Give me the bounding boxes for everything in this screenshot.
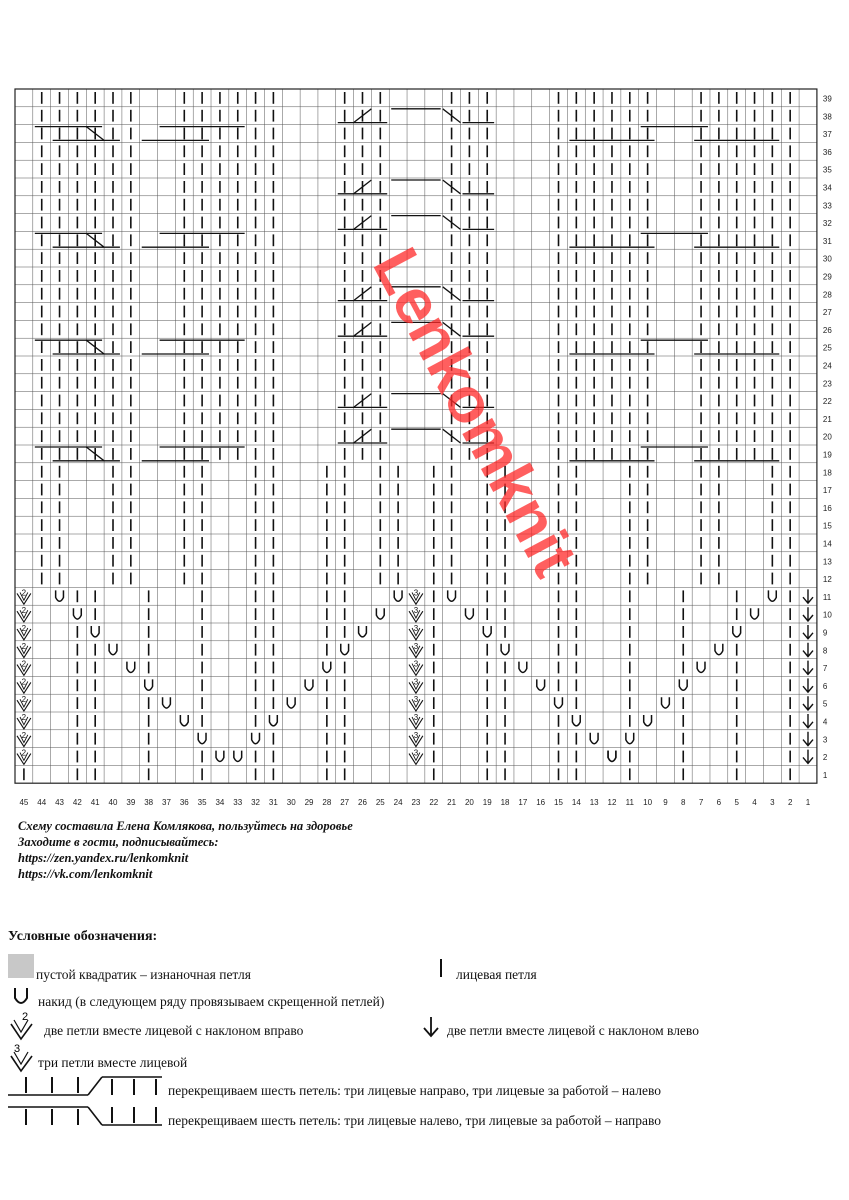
column-number: 23 — [411, 798, 421, 808]
row-number: 34 — [822, 183, 832, 193]
column-number: 15 — [554, 798, 563, 808]
column-number: 41 — [90, 798, 100, 808]
credit-line-author: Схему составила Елена Комлякова, пользуйтесь на здоровье — [18, 819, 353, 833]
column-number: 29 — [304, 798, 314, 808]
legend-k2tog-right-label: две петли вместе лицевой с наклоном вправо — [44, 1023, 304, 1038]
column-number: 11 — [625, 798, 634, 808]
column-numbers — [19, 798, 810, 807]
yarn-over — [127, 662, 135, 673]
decrease-count: 2 — [21, 695, 27, 705]
column-number: 26 — [358, 798, 367, 808]
decrease-count: 3 — [413, 588, 419, 598]
yarn-over-icon — [10, 986, 32, 1008]
column-number: 20 — [464, 798, 474, 808]
row-number: 18 — [822, 468, 832, 478]
column-number: 30 — [286, 798, 296, 808]
k2tog-left-stitch — [803, 732, 813, 746]
chart-symbols — [17, 92, 813, 780]
yarn-over — [234, 751, 242, 762]
decrease-count: 3 — [413, 730, 419, 740]
decrease-count: 2 — [21, 677, 27, 687]
row-number: 4 — [822, 717, 828, 727]
legend-k2tog-left-label: две петли вместе лицевой с наклоном влево — [447, 1023, 699, 1038]
yarn-over — [376, 608, 384, 619]
yarn-over — [323, 662, 331, 673]
credit-line-invite: Заходите в гости, подписывайтесь: — [18, 835, 219, 849]
decrease-count: 3 — [413, 677, 419, 687]
row-number: 31 — [822, 236, 832, 246]
row-number: 6 — [822, 681, 828, 691]
credit-link-zen[interactable]: https://zen.yandex.ru/lenkomknit — [18, 851, 189, 865]
decrease-count: 2 — [21, 730, 27, 740]
column-number: 25 — [375, 798, 385, 808]
legend-cable-left-label: перекрещиваем шесть петель: три лицевые налево, три лицевые за работой – направо — [168, 1113, 662, 1128]
yarn-over — [109, 644, 117, 655]
column-number: 4 — [752, 798, 757, 808]
row-number: 13 — [822, 557, 832, 567]
row-number: 15 — [822, 521, 832, 531]
row-number: 14 — [822, 539, 832, 549]
yarn-over — [555, 697, 563, 708]
yarn-over — [198, 733, 206, 744]
yarn-over — [341, 644, 349, 655]
decrease-count: 3 — [413, 748, 419, 758]
yarn-over — [537, 679, 545, 690]
column-number: 39 — [126, 798, 136, 808]
yarn-over — [73, 608, 81, 619]
row-number: 25 — [822, 343, 832, 353]
yarn-over — [163, 697, 171, 708]
yarn-over — [519, 662, 527, 673]
decrease-count: 3 — [413, 606, 419, 616]
column-number: 17 — [518, 798, 528, 808]
knit-symbol-icon — [434, 957, 448, 979]
column-number: 14 — [571, 798, 581, 808]
yarn-over — [679, 679, 687, 690]
decrease-count: 3 — [413, 659, 419, 669]
yarn-over — [91, 626, 99, 637]
svg-text:3: 3 — [14, 1043, 21, 1055]
cable-right-icon — [8, 1073, 164, 1099]
column-number: 5 — [734, 798, 739, 808]
row-number: 29 — [822, 272, 832, 282]
column-number: 34 — [215, 798, 225, 808]
legend-knit-label: лицевая петля — [456, 967, 537, 982]
yarn-over — [466, 608, 474, 619]
watermark: Lenkomknit — [359, 236, 592, 588]
column-number: 27 — [340, 798, 350, 808]
k2tog-left-icon — [422, 1015, 440, 1039]
row-number: 35 — [822, 165, 832, 175]
legend-cable-right-label: перекрещиваем шесть петель: три лицевые направо, три лицевые за работой – налево — [168, 1083, 662, 1098]
yarn-over — [608, 751, 616, 762]
yarn-over — [751, 608, 759, 619]
cable-left-icon — [8, 1103, 164, 1129]
legend-title: Условные обозначения: — [8, 929, 158, 944]
row-number: 38 — [822, 112, 832, 122]
column-number: 45 — [19, 798, 29, 808]
column-number: 42 — [72, 798, 82, 808]
legend-yo-label: накид (в следующем ряду провязываем скрещенной петлей) — [38, 994, 385, 1009]
column-number: 18 — [500, 798, 510, 808]
column-number: 21 — [447, 798, 457, 808]
k2tog-left-stitch — [803, 696, 813, 710]
row-number: 39 — [822, 94, 832, 104]
yarn-over — [252, 733, 260, 744]
svg-text:2: 2 — [22, 1011, 29, 1023]
legend-k3tog-label: три петли вместе лицевой — [38, 1055, 188, 1070]
row-numbers — [823, 94, 832, 779]
row-number: 17 — [822, 486, 832, 496]
column-number: 12 — [607, 798, 617, 808]
yarn-over — [662, 697, 670, 708]
column-number: 33 — [233, 798, 243, 808]
column-number: 1 — [805, 798, 811, 808]
row-number: 32 — [822, 219, 832, 229]
decrease-count: 2 — [21, 624, 27, 633]
yarn-over — [768, 590, 776, 601]
column-number: 3 — [770, 798, 775, 808]
row-number: 22 — [822, 397, 832, 407]
row-number: 11 — [822, 592, 832, 602]
yarn-over — [483, 626, 491, 637]
decrease-count: 2 — [21, 588, 27, 598]
decrease-count: 3 — [413, 695, 419, 705]
column-number: 43 — [55, 798, 65, 808]
column-number: 13 — [589, 798, 599, 808]
row-number: 7 — [822, 664, 828, 674]
row-number: 8 — [822, 646, 828, 656]
row-number: 9 — [822, 628, 828, 638]
column-number: 28 — [322, 798, 332, 808]
row-number: 10 — [822, 610, 832, 620]
k2tog-left-stitch — [803, 750, 813, 764]
yarn-over — [269, 715, 277, 726]
decrease-count: 2 — [21, 659, 27, 669]
row-number: 16 — [822, 503, 832, 513]
decrease-count: 2 — [21, 748, 27, 758]
yarn-over — [305, 679, 313, 690]
yarn-over — [501, 644, 509, 655]
yarn-over — [180, 715, 188, 726]
k2tog-left-stitch — [803, 625, 813, 639]
row-number: 28 — [822, 290, 832, 300]
k2tog-right-icon — [8, 1010, 38, 1040]
column-number: 24 — [393, 798, 403, 808]
k2tog-left-stitch — [803, 607, 813, 621]
credit-link-vk[interactable]: https://vk.com/lenkomknit — [18, 867, 153, 881]
column-number: 16 — [536, 798, 546, 808]
row-number: 2 — [822, 753, 828, 763]
yarn-over — [733, 626, 741, 637]
row-number: 27 — [822, 308, 832, 318]
row-number: 23 — [822, 379, 832, 389]
column-number: 2 — [787, 798, 793, 808]
yarn-over — [359, 626, 367, 637]
column-number: 22 — [429, 798, 439, 808]
credit-block — [18, 818, 353, 882]
column-number: 44 — [37, 798, 47, 808]
decrease-count: 2 — [21, 641, 27, 651]
column-number: 40 — [108, 798, 118, 808]
decrease-count: 3 — [413, 641, 419, 651]
yarn-over — [448, 590, 456, 601]
yarn-over — [697, 662, 705, 673]
row-number: 26 — [822, 325, 832, 335]
row-number: 19 — [822, 450, 832, 460]
column-number: 38 — [144, 798, 154, 808]
yarn-over — [394, 590, 402, 601]
row-number: 12 — [822, 575, 832, 585]
k2tog-left-stitch — [803, 589, 813, 603]
decrease-count: 2 — [21, 713, 27, 722]
k2tog-left-stitch — [803, 714, 813, 728]
column-number: 10 — [643, 798, 653, 808]
column-number: 6 — [716, 798, 722, 808]
row-number: 1 — [822, 770, 828, 780]
legend-purl-label: пустой квадратик – изнаночная петля — [36, 967, 251, 982]
purl-symbol-icon — [8, 954, 34, 978]
decrease-count: 2 — [21, 606, 27, 616]
row-number: 30 — [822, 254, 832, 264]
yarn-over — [145, 679, 153, 690]
yarn-over — [56, 590, 64, 601]
row-number: 5 — [822, 699, 828, 709]
column-number: 35 — [197, 798, 207, 808]
decrease-count: 3 — [413, 624, 419, 633]
row-number: 36 — [822, 147, 832, 157]
yarn-over — [626, 733, 634, 744]
column-number: 19 — [482, 798, 492, 808]
yarn-over — [287, 697, 295, 708]
yarn-over — [216, 751, 224, 762]
row-number: 33 — [822, 201, 832, 211]
column-number: 37 — [162, 798, 171, 808]
k2tog-left-stitch — [803, 678, 813, 692]
column-number: 9 — [663, 798, 668, 808]
column-number: 8 — [681, 798, 686, 808]
row-number: 3 — [822, 735, 828, 745]
column-number: 36 — [179, 798, 189, 808]
yarn-over — [715, 644, 723, 655]
row-number: 24 — [822, 361, 832, 371]
k3tog-icon — [8, 1042, 38, 1072]
column-number: 31 — [268, 798, 278, 808]
yarn-over — [644, 715, 652, 726]
yarn-over — [590, 733, 598, 744]
row-number: 37 — [822, 130, 832, 140]
decrease-count: 3 — [413, 713, 419, 722]
column-number: 32 — [251, 798, 261, 808]
column-number: 7 — [698, 798, 704, 808]
yarn-over — [572, 715, 580, 726]
row-number: 20 — [822, 432, 832, 442]
row-number: 21 — [822, 414, 832, 424]
k2tog-left-stitch — [803, 661, 813, 675]
k2tog-left-stitch — [803, 643, 813, 657]
